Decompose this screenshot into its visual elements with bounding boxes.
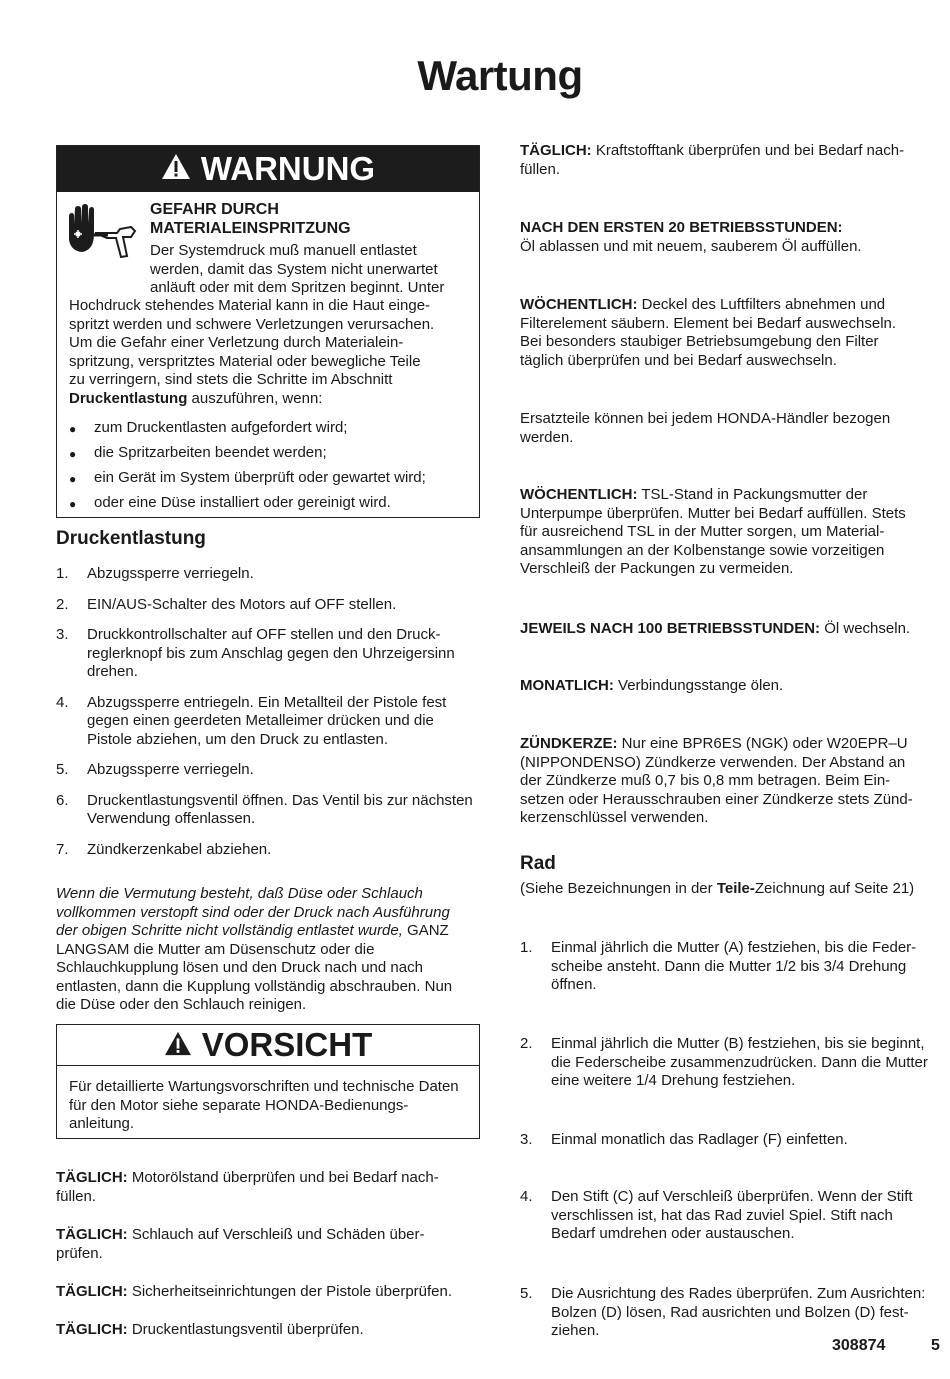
caution-text: Für detaillierte Wartungsvorschriften und technische Daten für den Motor siehe separate HONDA-Bedienungs-anleitung. <box>69 1078 459 1132</box>
item-label: MONATLICH: <box>520 677 614 694</box>
step-number: 3. <box>56 626 69 643</box>
warning-heading: WARNUNG <box>200 150 376 187</box>
maintenance-item <box>520 296 920 370</box>
item-label: ZÜNDKERZE: <box>520 735 618 752</box>
step-text: Einmal jährlich die Mutter (B) festziehen, bis sie beginnt, die Federscheibe zusammenzudrücken. Dann die Mutter eine weitere 1/4 Drehung festziehen. <box>551 1035 928 1089</box>
step-number: 1. <box>56 565 69 582</box>
item-text: TSL-Stand in Packungsmutter der Unterpumpe überprüfen. Mutter bei Bedarf auffüllen. Stets für ausreichend TSL in der Mutter sorgen, um Material-ansammlungen an der Kolbenstange sowie vorzeitigen Verschleiß der Packungen zu vermeiden. <box>520 486 906 577</box>
step-number: 6. <box>56 791 69 809</box>
maintenance-item <box>56 1226 470 1263</box>
note-italic: Wenn die Vermutung besteht, daß Düse oder Schlauch vollkommen verstopft sind oder der Druck nach Ausführung der obigen Schritte nicht vollständig entlastet wurde, <box>56 885 450 939</box>
item-label: TÄGLICH: <box>56 1283 128 1300</box>
hand-spray-gun-icon <box>65 204 141 267</box>
maintenance-item <box>56 1321 470 1340</box>
warning-bullet-list <box>69 419 469 519</box>
ref-text: (Siehe Bezeichnungen in der <box>520 880 717 897</box>
list-item: ● die Spritzarbeiten beendet werden; <box>69 444 469 469</box>
list-item <box>520 1035 945 1091</box>
list-item: ● oder eine Düse installiert oder gereinigt wird. <box>69 494 469 519</box>
step-text: Den Stift (C) auf Verschleiß überprüfen. Wenn der Stift verschlissen ist, hat das Rad zuviel Spiel. Stift nach Bedarf umdrehen oder austauschen. <box>551 1188 913 1242</box>
step-number: 4. <box>520 1188 533 1205</box>
item-text: Ersatzteile können bei jedem HONDA-Händler bezogen werden. <box>520 410 891 446</box>
step-number: 1. <box>520 939 533 956</box>
page-title: Wartung <box>417 52 583 99</box>
hazard-line: Hochdruck stehendes Material kann in die Haut einge- <box>69 297 431 314</box>
item-text: Motorölstand überprüfen und bei Bedarf nach-füllen. <box>56 1169 439 1205</box>
item-label: JEWEILS NACH 100 BETRIEBSSTUNDEN: <box>520 620 821 637</box>
step-number: 3. <box>520 1131 533 1148</box>
list-item <box>56 792 474 829</box>
step-text: Zündkerzenkabel abziehen. <box>87 840 272 858</box>
warning-box <box>56 145 480 518</box>
step-text: Die Ausrichtung des Rades überprüfen. Zum Ausrichten: Bolzen (D) lösen, Rad ausrichten und Bolzen (D) fest-ziehen. <box>551 1285 926 1339</box>
document-number: 308874 <box>832 1337 886 1354</box>
step-text: Abzugssperre entriegeln. Ein Metallteil der Pistole fest gegen einen geerdeten Metalleimer drücken und die Pistole abziehen, um den Druck zu entlasten. <box>87 693 447 748</box>
list-item <box>520 1285 945 1341</box>
hazard-title-line: GEFAHR DURCH <box>150 201 279 218</box>
item-label: TÄGLICH: <box>56 1226 128 1243</box>
item-text: Nur eine BPR6ES (NGK) oder W20EPR–U (NIPPONDENSO) Zündkerze verwenden. Der Abstand an der Zündkerze muß 0,7 bis 0,8 mm betragen. Beim Ein-setzen oder Herausschrauben einer Zündkerze stets Zünd-kerzenschlüssel verwenden. <box>520 735 913 826</box>
item-label: TÄGLICH: <box>56 1321 128 1338</box>
ref-bold: Teile- <box>716 880 755 897</box>
list-item: ● ein Gerät im System überprüft oder gewartet wird; <box>69 469 469 494</box>
step-number: 4. <box>56 693 69 711</box>
warning-triangle-icon <box>164 1026 192 1064</box>
page-number: 5 <box>931 1337 940 1354</box>
step-text: Druckentlastungsventil öffnen. Das Ventil bis zur nächsten Verwendung offenlassen. <box>87 791 473 827</box>
step-text: Druckkontrollschalter auf OFF stellen und den Druck-reglerknopf bis zum Anschlag gegen den Uhrzeigersinn drehen. <box>87 626 455 680</box>
caution-heading: VORSICHT <box>201 1026 373 1063</box>
maintenance-item <box>520 219 920 256</box>
step-text: Abzugssperre verriegeln. <box>87 761 254 778</box>
list-item <box>56 761 474 780</box>
hazard-title <box>150 200 351 238</box>
hazard-line <box>69 390 474 409</box>
maintenance-item <box>520 620 935 639</box>
pressure-relief-steps <box>56 565 474 871</box>
list-item: ● zum Druckentlasten aufgefordert wird; <box>69 419 469 444</box>
step-number: 5. <box>56 761 69 778</box>
step-number: 2. <box>520 1035 533 1052</box>
hazard-body-text <box>69 297 474 408</box>
item-text: Schlauch auf Verschleiß und Schäden über-prüfen. <box>56 1226 425 1262</box>
item-text: Deckel des Luftfilters abnehmen und Filterelement säubern. Element bei Bedarf auswechseln. Bei besonders staubiger Betriebsumgebung den Filter täglich überprüfen und bei Bedarf auswechseln. <box>520 296 897 369</box>
list-item <box>520 939 930 995</box>
item-label: WÖCHENTLICH: <box>520 296 638 313</box>
hazard-line: zu verringern, sind stets die Schritte im Abschnitt <box>69 371 393 388</box>
item-text: Verbindungsstange ölen. <box>613 677 784 694</box>
step-text: Abzugssperre verriegeln. <box>87 565 254 582</box>
hazard-line: Um die Gefahr einer Verletzung durch Materialein- <box>69 334 404 351</box>
hazard-line: spritzung, verspritztes Material oder bewegliche Teile <box>69 352 421 370</box>
parts-note <box>520 410 920 447</box>
caution-box <box>56 1024 480 1139</box>
step-text: Einmal jährlich die Mutter (A) festziehen, bis die Feder-scheibe ansteht. Dann die Mutter 1/2 bis 3/4 Drehung öffnen. <box>551 939 917 993</box>
hazard-line: Der Systemdruck muß manuell entlastet <box>150 242 417 259</box>
maintenance-item <box>56 1169 470 1206</box>
list-item <box>56 694 474 750</box>
caution-header <box>57 1025 479 1066</box>
maintenance-item <box>520 486 920 579</box>
item-text: Öl ablassen und mit neuem, sauberem Öl auffüllen. <box>520 237 862 255</box>
hazard-line: spritzt werden und schwere Verletzungen verursachen. <box>69 315 435 333</box>
item-text: Öl wechseln. <box>820 620 911 637</box>
step-text: EIN/AUS-Schalter des Motors auf OFF stellen. <box>87 595 397 613</box>
hazard-title-line: MATERIALEINSPRITZUNG <box>150 220 351 237</box>
step-text: Einmal monatlich das Radlager (F) einfetten. <box>551 1131 848 1148</box>
step-number: 7. <box>56 840 69 858</box>
list-item <box>56 626 474 682</box>
section-heading-pressure-relief: Druckentlastung <box>56 528 206 549</box>
pressure-relief-ref: Druckentlastung <box>69 389 188 407</box>
list-item <box>56 565 474 584</box>
item-label: WÖCHENTLICH: <box>520 486 638 503</box>
list-item <box>520 1131 930 1150</box>
item-label: NACH DEN ERSTEN 20 BETRIEBSSTUNDEN: <box>520 219 843 236</box>
hazard-indent-text <box>150 242 480 298</box>
item-text: Kraftstofftank überprüfen und bei Bedarf nach-füllen. <box>520 142 905 178</box>
list-item <box>56 596 474 615</box>
item-label: TÄGLICH: <box>520 142 592 159</box>
maintenance-item <box>56 1283 476 1302</box>
item-text: Sicherheitseinrichtungen der Pistole überprüfen. <box>127 1283 453 1300</box>
item-label: TÄGLICH: <box>56 1169 128 1186</box>
hazard-line: werden, damit das System nicht unerwartet <box>150 260 438 278</box>
hazard-line-rest: auszuführen, wenn: <box>187 389 323 407</box>
note-rest: GANZ LANGSAM die Mutter am Düsenschutz oder die Schlauchkupplung lösen und den Druck nach und nach entlasten, dann die Kupplung vollständig abschrauben. Nun die Düse oder den Schlauch reinigen. <box>56 922 453 1013</box>
warning-triangle-icon <box>161 150 191 188</box>
maintenance-item <box>520 735 930 828</box>
step-number: 2. <box>56 595 69 613</box>
list-item <box>56 841 474 860</box>
step-number: 5. <box>520 1285 533 1302</box>
maintenance-item <box>520 677 920 696</box>
maintenance-item <box>520 142 920 179</box>
section-heading-wheel: Rad <box>520 853 556 874</box>
item-text: Druckentlastungsventil überprüfen. <box>127 1321 364 1338</box>
wheel-reference <box>520 880 940 899</box>
list-item <box>520 1188 930 1244</box>
warning-header <box>57 146 479 192</box>
clogged-nozzle-note <box>56 885 470 1015</box>
hazard-line: anläuft oder mit dem Spritzen beginnt. Unter <box>150 279 445 296</box>
ref-text: Zeichnung auf Seite 21) <box>754 880 915 897</box>
